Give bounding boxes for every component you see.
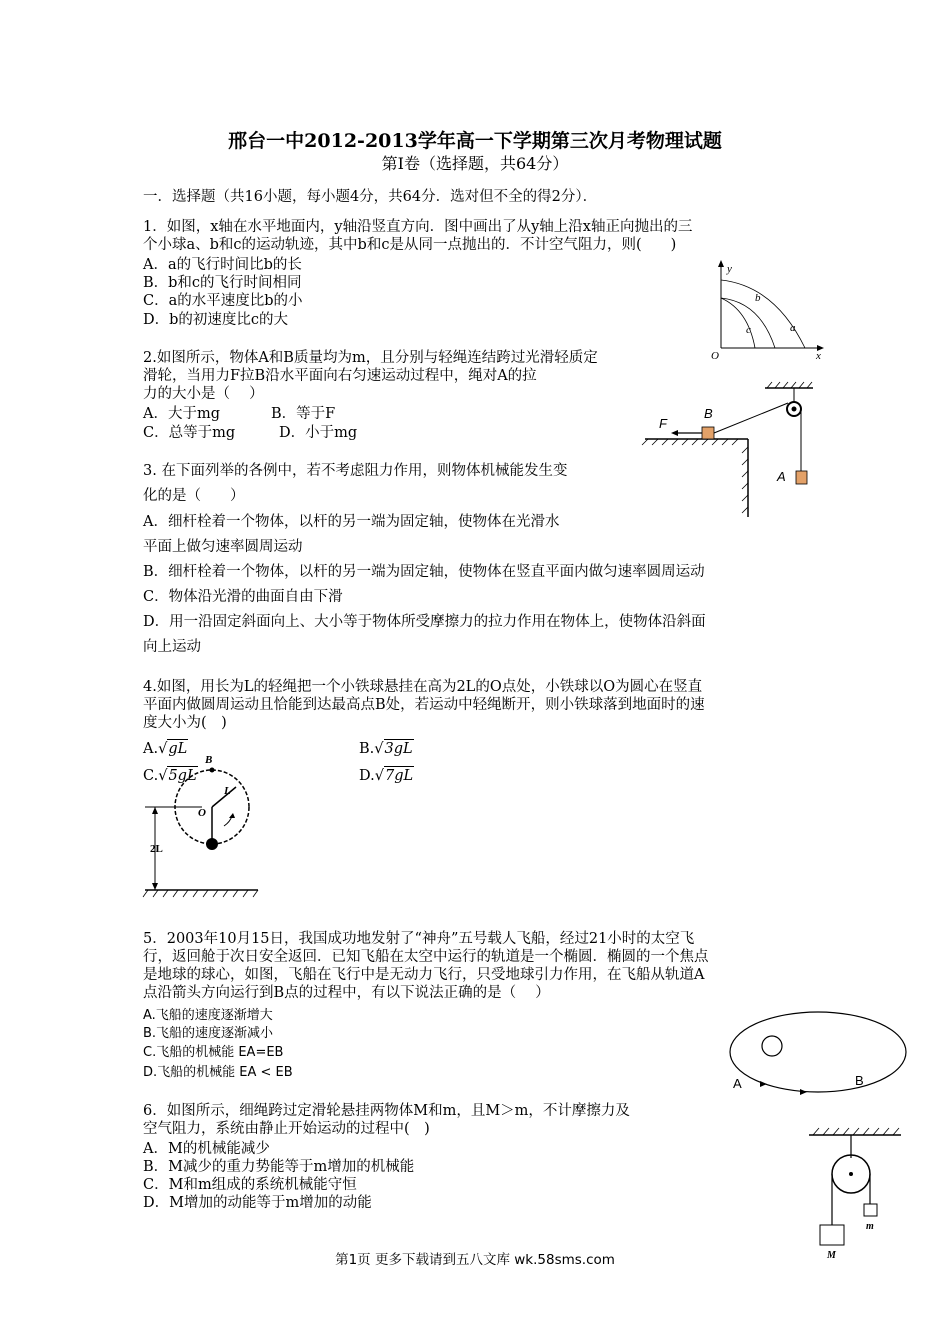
q1-line1: 1．如图，x轴在水平地面内，y轴沿竖直方向．图中画出了从y轴上沿x轴正向抛出的三 <box>143 219 693 235</box>
q4-option-d: D.√7gL <box>359 768 414 784</box>
q6-fig-big-m-label: M <box>827 1250 836 1261</box>
q6-option-a: A．M的机械能减少 <box>143 1141 270 1157</box>
q1-fig-a-label: a <box>790 322 796 334</box>
q3-option-d-line1: D．用一沿固定斜面向上、大小等于物体所受摩擦力的拉力作用在物体上，使物体沿斜面 <box>143 614 706 630</box>
q2-line1: 2.如图所示，物体A和B质量均为m，且分别与轻绳连结跨过光滑轻质定 <box>143 350 598 366</box>
q6-option-c: C．M和m组成的系统机械能守恒 <box>143 1177 357 1193</box>
q2-fig-a-label: A <box>777 469 786 484</box>
q4-fig-o-label: O <box>198 807 206 819</box>
q2-line2: 滑轮，当用力F拉B沿水平面向右匀速运动过程中，绳对A的拉 <box>143 368 537 384</box>
section-heading: 一．选择题（共16小题，每小题4分，共64分．选对但不全的得2分）． <box>143 189 598 205</box>
q5-line4: 点沿箭头方向运行到B点的过程中，有以下说法正确的是（ ） <box>143 985 550 1001</box>
q4-option-a: A.√gL <box>143 741 188 757</box>
q2-fig-force-label: F <box>659 416 667 431</box>
q2-pulley-figure <box>645 382 820 522</box>
q2-option-c: C．总等于mg <box>143 425 236 441</box>
q1-fig-y-label: y <box>727 263 732 275</box>
q5-fig-a-label: A <box>733 1076 742 1091</box>
q1-option-a: A．a的飞行时间比b的长 <box>143 257 302 273</box>
q1-fig-x-label: x <box>816 350 821 362</box>
q5-option-a: A.飞船的速度逐渐增大 <box>143 1008 273 1023</box>
q5-orbit-figure <box>725 1010 915 1100</box>
q6-fig-small-m-label: m <box>866 1221 874 1232</box>
q3-option-c: C．物体沿光滑的曲面自由下滑 <box>143 589 343 605</box>
q3-line2: 化的是（ ） <box>143 488 245 504</box>
q6-line1: 6．如图所示，细绳跨过定滑轮悬挂两物体M和m，且M＞m，不计摩擦力及 <box>143 1103 630 1119</box>
q3-option-b: B．细杆栓着一个物体，以杆的另一端为固定轴，使物体在竖直平面内做匀速率圆周运动 <box>143 564 705 580</box>
q4-fig-b-label: B <box>205 754 213 766</box>
q6-option-d: D．M增加的动能等于m增加的动能 <box>143 1195 372 1211</box>
q4-line3: 度大小为( ) <box>143 715 227 731</box>
q5-option-d: D.飞船的机械能 EA < EB <box>143 1065 293 1080</box>
q1-line2: 个小球a、b和c的运动轨迹，其中b和c是从同一点抛出的．不计空气阻力，则( ) <box>143 237 677 253</box>
q5-line3: 是地球的球心，如图，飞船在飞行中是无动力飞行，只受地球引力作用，在飞船从轨道A <box>143 967 705 983</box>
q3-option-d-line2: 向上运动 <box>143 639 201 655</box>
q5-fig-b-label: B <box>855 1073 864 1088</box>
q1-trajectory-figure <box>700 258 830 360</box>
q4-line1: 4.如图，用长为L的轻绳把一个小铁球悬挂在高为2L的O点处，小铁球以O为圆心在竖直 <box>143 679 703 695</box>
q4-fig-height-label: 2L <box>150 843 163 855</box>
q4-fig-l-label: L <box>224 785 231 797</box>
q5-line2: 行，返回舱于次日安全返回．已知飞船在太空中运行的轨道是一个椭圆．椭圆的一个焦点 <box>143 949 709 965</box>
q6-line2: 空气阻力，系统由静止开始运动的过程中( ) <box>143 1121 430 1137</box>
q5-line1: 5．2003年10月15日，我国成功地发射了“神舟”五号载人飞船，经过21小时的太空飞 <box>143 931 695 947</box>
q2-line3: 力的大小是（ ） <box>143 386 264 402</box>
q3-line1: 3. 在下面列举的各例中，若不考虑阻力作用，则物体机械能发生变 <box>143 463 568 479</box>
q3-option-a-line1: A．细杆栓着一个物体，以杆的另一端为固定轴，使物体在光滑水 <box>143 514 560 530</box>
q1-option-b: B．b和c的飞行时间相同 <box>143 275 302 291</box>
q6-option-b: B．M减少的重力势能等于m增加的机械能 <box>143 1159 415 1175</box>
q4-option-b: B.√3gL <box>359 741 413 757</box>
q4-circle-figure <box>140 752 265 902</box>
q5-option-c: C.飞船的机械能 EA=EB <box>143 1045 284 1060</box>
q2-option-d: D．小于mg <box>279 425 358 441</box>
q1-fig-origin-label: O <box>711 350 719 362</box>
page-title: 邢台一中2012-2013学年高一下学期第三次月考物理试题 <box>228 130 722 152</box>
q2-option-a: A．大于mg <box>143 406 221 422</box>
q4-line2: 平面内做圆周运动且恰能到达最高点B处，若运动中轻绳断开，则小铁球落到地面时的速 <box>143 697 705 713</box>
q4-option-c: C.√5gL <box>143 768 197 784</box>
q6-pulley-figure <box>805 1128 905 1263</box>
q1-option-d: D．b的初速度比c的大 <box>143 312 289 328</box>
q2-fig-b-label: B <box>704 406 713 421</box>
q1-fig-c-label: c <box>746 324 751 336</box>
q1-option-c: C．a的水平速度比b的小 <box>143 293 303 309</box>
q5-option-b: B.飞船的速度逐渐减小 <box>143 1026 274 1041</box>
q3-option-a-line2: 平面上做匀速率圆周运动 <box>143 539 303 555</box>
q2-option-b: B．等于F <box>271 406 336 422</box>
page-footer: 第1页 更多下载请到五八文库 wk.58sms.com <box>335 1252 615 1268</box>
q1-fig-b-label: b <box>755 292 761 304</box>
page-subtitle: 第Ⅰ卷（选择题，共64分） <box>381 154 569 173</box>
